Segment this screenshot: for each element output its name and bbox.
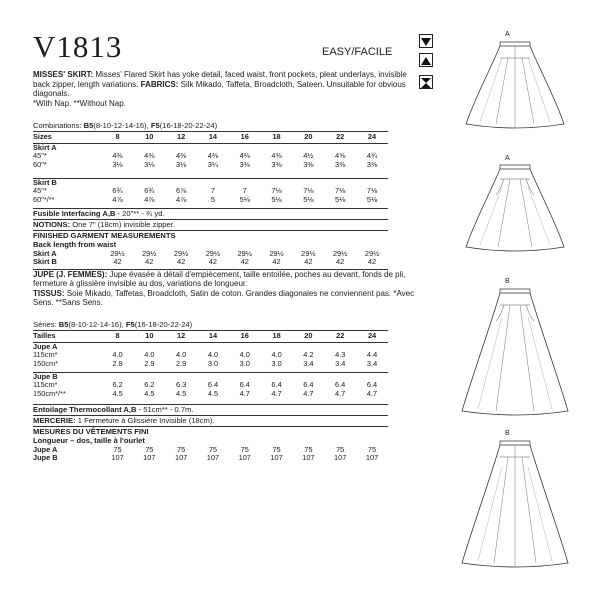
value-cell: 107 (143, 453, 156, 463)
size-cell: 12 (177, 331, 186, 340)
row-label: 115cm* (33, 350, 58, 360)
notions-label: NOTIONS: (33, 220, 71, 229)
size-cell: 10 (145, 331, 154, 340)
value-cell: 4⅜ (175, 151, 187, 161)
table-row (33, 196, 388, 204)
description-fr-title: JUPE (J. FEMMES): (33, 270, 108, 279)
value-cell: 5⅛ (239, 194, 250, 204)
value-cell: 75 (145, 445, 154, 454)
fusible-line (33, 209, 393, 218)
value-cell: 42 (145, 257, 154, 267)
row-label: 60"* (33, 159, 47, 169)
description-fr (33, 270, 423, 308)
tissus-label: TISSUS: (33, 288, 65, 298)
skirt-a-back-sketch (460, 40, 570, 130)
notions-text: One 7" (18cm) invisible zipper. (70, 220, 175, 229)
value-cell: 3⅛ (175, 159, 187, 169)
value-cell: 42 (272, 257, 281, 267)
size-cell: 24 (367, 331, 377, 340)
value-cell: 3⅜ (335, 159, 346, 169)
nap-note: *With Nap. **Without Nap. (33, 98, 126, 108)
value-cell: 75 (336, 445, 345, 454)
value-cell: 6¾ (144, 186, 155, 196)
b5-sizes: (8-10-12-14-16), (93, 121, 149, 130)
size-cell: 14 (208, 331, 218, 340)
value-cell: 29½ (142, 249, 157, 258)
size-cell: 22 (336, 331, 345, 340)
value-cell: 3.4 (366, 358, 378, 368)
value-cell: 75 (304, 445, 313, 454)
value-cell: 4¾ (366, 151, 378, 161)
size-cell: 8 (115, 331, 120, 340)
fabrics-text: Silk Mikado, Taffeta, Broadcloth, Sateen. Unsuitable for obvious diagonals. (33, 79, 406, 99)
fusible-amount: - 20"** - ¾ yd. (115, 209, 165, 218)
value-cell: 3.4 (335, 358, 346, 368)
value-cell: 75 (208, 445, 218, 454)
value-cell: 29½ (364, 249, 380, 258)
value-cell: 4.7 (303, 388, 314, 398)
combinations-line (33, 121, 393, 130)
value-cell: 75 (113, 445, 122, 454)
value-cell: 4⅜ (207, 151, 219, 161)
sizes-row (33, 133, 388, 141)
notions-line (33, 220, 393, 229)
entoilage-line (33, 405, 393, 414)
value-cell: 4.0 (239, 350, 250, 360)
skirt-b-back-sketch (458, 439, 572, 569)
value-cell: 5 (210, 194, 215, 204)
entoilage-amount: - 51cm** - 0.7m. (136, 405, 194, 414)
value-cell: 4.0 (144, 350, 155, 360)
value-cell: 6.4 (271, 380, 282, 390)
value-cell: 107 (334, 453, 347, 463)
size-cell: 24 (367, 132, 377, 141)
sketch-label: A (505, 31, 510, 38)
value-cell: 42 (367, 257, 377, 267)
size-cell: 14 (208, 132, 218, 141)
row-label: Jupe A (33, 445, 58, 454)
table-row (33, 454, 388, 462)
description-en (33, 70, 423, 108)
value-cell: 4⅝ (335, 151, 346, 161)
value-cell: 29½ (237, 249, 252, 258)
tailles-label: Tailles (33, 331, 56, 340)
skirt-a-front-sketch (460, 163, 570, 253)
value-cell: 107 (270, 453, 283, 463)
value-cell: 7 (242, 186, 247, 196)
value-cell: 3.0 (239, 358, 250, 368)
value-cell: 6.4 (303, 380, 314, 390)
yardage-table-fr (33, 332, 388, 340)
value-cell: 29½ (110, 249, 125, 258)
value-cell: 7⅛ (366, 186, 378, 196)
skirt-a-yardage (33, 144, 388, 169)
f5-label: F5 (150, 121, 160, 130)
value-cell: 4.5 (112, 388, 123, 398)
row-label: 150cm* (33, 358, 59, 368)
description-title: MISSES' SKIRT: (33, 70, 94, 79)
value-cell: 6⅞ (176, 186, 187, 196)
series-line (33, 320, 393, 329)
value-cell: 6.2 (144, 380, 155, 390)
jupe-b-yardage (33, 373, 388, 398)
value-cell: 3⅛ (144, 159, 155, 169)
value-cell: 4.5 (176, 388, 187, 398)
skirt-b-yardage (33, 179, 388, 204)
triangle-up-icon (419, 53, 433, 67)
value-cell: 4⅜ (144, 151, 155, 161)
size-cell: 12 (177, 132, 186, 141)
value-cell: 75 (240, 445, 249, 454)
value-cell: 75 (272, 445, 281, 454)
row-label: 45"* (33, 151, 47, 161)
size-cell: 18 (272, 331, 281, 340)
table-row (33, 360, 388, 368)
finished-measurements-table (33, 250, 388, 267)
skirt-b-front-sketch (458, 287, 572, 417)
value-cell: 75 (367, 445, 377, 454)
value-cell: 4.7 (366, 388, 378, 398)
fabrics-label: FABRICS: (140, 79, 179, 89)
b5-sizes: (8-10-12-14-16), (68, 320, 124, 329)
value-cell: 107 (238, 453, 251, 463)
value-cell: 107 (174, 453, 188, 463)
size-cell: 16 (240, 331, 249, 340)
value-cell: 7⅛ (335, 186, 346, 196)
value-cell: 4.0 (271, 350, 282, 360)
value-cell: 2.8 (112, 358, 123, 368)
value-cell: 2.9 (144, 358, 155, 368)
value-cell: 29½ (332, 249, 348, 258)
value-cell: 6.3 (176, 380, 187, 390)
sizes-label: Sizes (33, 132, 52, 141)
tissus-text: Soie Mikado, Taffetas, Broadcloth, Satin de coton. Grandes diagonales ne conviennent pas. *Avec Sens. **Sans Sens. (33, 288, 415, 308)
triangle-down-icon (419, 34, 433, 48)
row-label: 45"* (33, 186, 47, 196)
sketch-label: B (505, 278, 510, 285)
value-cell: 4.0 (207, 350, 219, 360)
value-cell: 4⅜ (112, 151, 123, 161)
value-cell: 5⅛ (366, 194, 378, 204)
value-cell: 3⅛ (112, 159, 123, 169)
value-cell: 6.4 (239, 380, 250, 390)
f5-label: F5 (125, 320, 135, 329)
value-cell: 5⅛ (335, 194, 346, 204)
jupe-b-label: Jupe B (33, 372, 58, 381)
value-cell: 3¼ (207, 159, 219, 169)
finished-measurements-title: FINISHED GARMENT MEASUREMENTS (33, 231, 176, 240)
value-cell: 4.5 (207, 388, 219, 398)
yardage-table-en (33, 133, 388, 141)
row-label: Jupe B (33, 453, 58, 463)
value-cell: 29½ (269, 249, 284, 258)
value-cell: 7 (210, 186, 215, 196)
value-cell: 4.0 (112, 350, 123, 360)
value-cell: 4.4 (366, 350, 378, 360)
value-cell: 6.2 (112, 380, 123, 390)
value-cell: 4.7 (271, 388, 282, 398)
value-cell: 2.9 (176, 358, 187, 368)
value-cell: 4⅞ (176, 194, 187, 204)
size-cell: 10 (145, 132, 154, 141)
value-cell: 4⅜ (271, 151, 282, 161)
value-cell: 42 (113, 257, 122, 267)
value-cell: 42 (208, 257, 217, 267)
jupe-a-label: Jupe A (33, 342, 58, 351)
pattern-code: V1813 (33, 29, 123, 64)
value-cell: 6.4 (335, 380, 346, 390)
value-cell: 75 (177, 445, 186, 454)
value-cell: 107 (302, 453, 315, 463)
value-cell: 6.4 (207, 380, 219, 390)
description-text: Misses' Flared Skirt has yoke detail, faced waist, front pockets, pleat underlays, invisible back zipper, length variations. (33, 70, 407, 89)
value-cell: 42 (176, 257, 186, 267)
value-cell: 4⅞ (144, 194, 155, 204)
skirt-a-label: Skirt A (33, 143, 57, 152)
value-cell: 3⅜ (303, 159, 314, 169)
value-cell: 42 (336, 257, 345, 267)
mesures-title: MESURES DU VÊTEMENTS FINI (33, 427, 149, 436)
table-row (33, 161, 388, 169)
size-cell: 22 (336, 132, 345, 141)
mesures-table (33, 446, 388, 463)
size-cell: 16 (240, 132, 249, 141)
row-label: Skirt A (33, 249, 57, 258)
value-cell: 29½ (173, 249, 189, 258)
value-cell: 7⅛ (303, 186, 314, 196)
combinations-label: Combinations: (33, 121, 82, 130)
jupe-a-yardage (33, 343, 388, 368)
size-cell: 8 (115, 132, 120, 141)
value-cell: 42 (304, 257, 313, 267)
table-row (33, 390, 388, 398)
size-cell: 20 (304, 331, 313, 340)
f5-sizes: (16-18-20-22-24) (159, 121, 218, 130)
difficulty-label: EASY/FACILE (322, 46, 393, 58)
b5-label: B5 (83, 121, 94, 130)
value-cell: 3.4 (303, 358, 314, 368)
value-cell: 4.2 (303, 350, 314, 360)
size-cell: 18 (272, 132, 281, 141)
fusible-label: Fusible Interfacing A,B (33, 209, 116, 218)
value-cell: 4.3 (335, 350, 346, 360)
value-cell: 4⅜ (239, 151, 250, 161)
value-cell: 4.0 (176, 350, 187, 360)
value-cell: 29½ (301, 249, 316, 258)
sketch-label: A (505, 155, 510, 162)
f5-sizes: (16-18-20-22-24) (134, 320, 193, 329)
value-cell: 6.4 (366, 380, 378, 390)
value-cell: 5⅛ (303, 194, 314, 204)
value-cell: 3⅜ (239, 159, 250, 169)
value-cell: 4.7 (335, 388, 346, 398)
value-cell: 3⅜ (271, 159, 282, 169)
mercerie-text: 1 Fermeture à Glissière Invisible (18cm). (75, 416, 215, 425)
value-cell: 3⅜ (366, 159, 378, 169)
value-cell: 5⅛ (271, 194, 282, 204)
value-cell: 4.5 (144, 388, 155, 398)
row-label: 150cm*/** (33, 388, 66, 398)
mercerie-label: MERCERIE: (33, 416, 76, 425)
value-cell: 7⅛ (271, 186, 282, 196)
value-cell: 107 (365, 453, 379, 463)
value-cell: 107 (206, 453, 220, 463)
entoilage-label: Entoilage Thermocollant A,B (33, 405, 137, 414)
value-cell: 6¾ (112, 186, 123, 196)
size-cell: 20 (304, 132, 313, 141)
value-cell: 4⅞ (112, 194, 123, 204)
row-label: 115cm* (33, 380, 58, 390)
series-label: Séries: (33, 320, 57, 329)
b5-label: B5 (58, 320, 69, 329)
value-cell: 4.7 (239, 388, 250, 398)
skirt-b-label: Skirt B (33, 178, 57, 187)
value-cell: 3.0 (271, 358, 282, 368)
value-cell: 29½ (205, 249, 221, 258)
sketch-label: B (505, 430, 510, 437)
row-label: Skirt B (33, 257, 57, 267)
back-length-label: Back length from waist (33, 240, 117, 249)
longueur-label: Longueur – dos, taille à l'ourlet (33, 436, 145, 445)
row-label: 60"*/** (33, 194, 55, 204)
tailles-row (33, 332, 388, 340)
value-cell: 3.0 (207, 358, 219, 368)
value-cell: 107 (111, 453, 124, 463)
value-cell: 42 (240, 257, 249, 267)
mercerie-line (33, 416, 393, 425)
description-fr-text: Jupe évasée à détail d'empiècement, taille entoilée, poches au devant, fonds de pli, fermeture à glissière invisible au dos, variations de longueur. (33, 270, 406, 289)
value-cell: 4½ (303, 151, 314, 161)
table-row (33, 258, 388, 266)
